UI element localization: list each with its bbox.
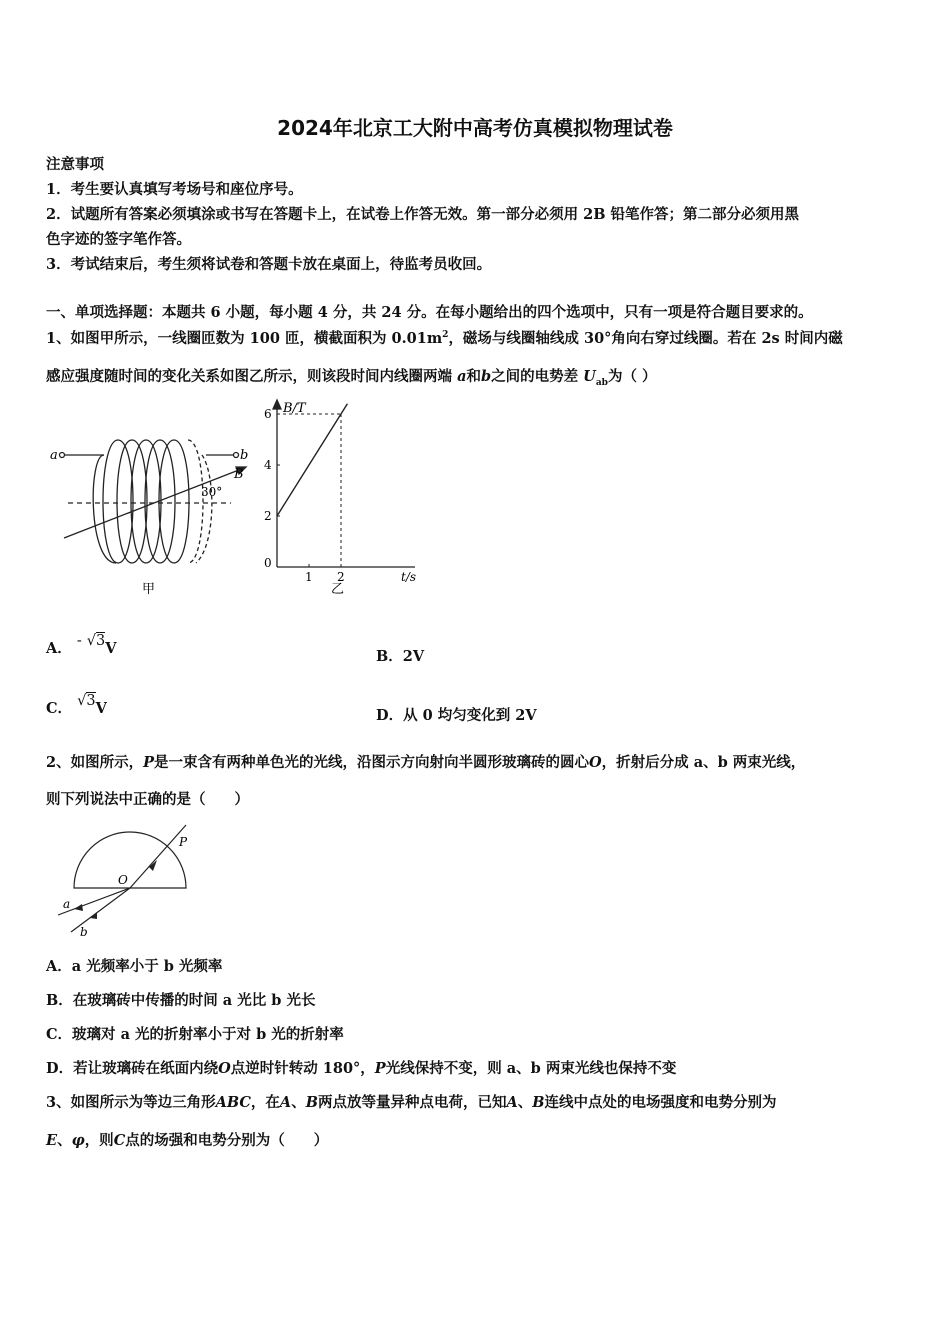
q2-option-a[interactable]: A．a 光频率小于 b 光频率 <box>46 958 223 975</box>
notice-item: 色字迹的签字笔作答。 <box>46 231 191 248</box>
q1-sup: 2 <box>442 330 449 341</box>
page-title: 2024年北京工大附中高考仿真模拟物理试卷 <box>277 116 673 140</box>
y-tick-label: 2 <box>264 509 272 523</box>
q1-text-line1 <box>46 327 843 348</box>
label-P: P <box>179 835 188 849</box>
q3-var-C: C <box>113 1132 126 1149</box>
notice-item: 1．考生要认真填写考场号和座位序号。 <box>46 181 303 198</box>
q1-var-U: U <box>583 368 596 385</box>
q1-line1a: 1、如图甲所示，一线圈匝数为 100 匝，横截面积为 0.01m <box>46 330 443 347</box>
q3-var-A2: A <box>506 1094 518 1111</box>
q2-option-c[interactable]: C．玻璃对 a 光的折射率小于对 b 光的折射率 <box>46 1026 344 1043</box>
q3-line1b: ，在 <box>250 1094 280 1111</box>
q2-option-d[interactable] <box>46 1057 676 1078</box>
option-a-root: 3 <box>96 633 106 649</box>
label-b: b <box>240 448 249 463</box>
q2-text-line2: 则下列说法中正确的是（ ） <box>46 791 249 808</box>
label-angle: 30° <box>201 485 223 499</box>
notice-item: 2．试题所有答案必须填涂或书写在答题卡上，在试卷上作答无效。第一部分必须用 2B 铅笔作答；第二部分必须用黑 <box>46 206 800 223</box>
q3-var-E: E <box>46 1132 58 1149</box>
q2-d-a: D．若让玻璃砖在纸面内绕 <box>46 1060 219 1077</box>
q3-line1d: 连线中点处的电场强度和电势分别为 <box>544 1094 777 1111</box>
q3-var-B: B <box>305 1094 318 1111</box>
coil-figure <box>46 395 261 605</box>
q3-sep: 、 <box>291 1094 306 1111</box>
q3-line1a: 3、如图所示为等边三角形 <box>46 1094 216 1111</box>
y-tick-label: 4 <box>264 458 272 472</box>
label-B: B <box>234 467 244 482</box>
q3-sep2: 、 <box>517 1094 533 1111</box>
label-a: a <box>50 448 58 463</box>
option-a-label: A． <box>46 640 72 657</box>
q3-line2b: 点的场强和电势分别为（ ） <box>125 1132 329 1149</box>
q2-var-O: O <box>589 754 602 771</box>
ray-P <box>130 825 186 888</box>
x-tick-label: 1 <box>305 570 313 584</box>
option-c-label: C． <box>46 700 73 717</box>
q1-line2c: 为（ ） <box>607 368 657 385</box>
option-a-unit: V <box>105 640 117 657</box>
q2-d-O: O <box>218 1060 231 1077</box>
q2-d-b: 点逆时针转动 180°， <box>230 1060 375 1077</box>
q2-d-P: P <box>374 1060 386 1077</box>
q2-line1c: ，折射后分成 a、b 两束光线， <box>601 754 806 771</box>
terminal-a <box>60 453 65 458</box>
sqrt-icon: √3 <box>86 633 106 649</box>
q2-line1a: 2、如图所示， <box>46 754 144 771</box>
q3-comma: 、 <box>57 1132 72 1149</box>
semicircle-glass <box>74 832 186 888</box>
label-O: O <box>118 873 128 887</box>
y-tick-label: 0 <box>264 556 272 570</box>
q3-text-line2 <box>46 1129 328 1150</box>
section-heading: 一、单项选择题：本题共 6 小题，每小题 4 分，共 24 分。在每小题给出的四个选项中，只有一项是符合题目要求的。 <box>46 304 813 321</box>
q1-sub-ab: ab <box>595 377 608 388</box>
q3-var-B2: B <box>532 1094 545 1111</box>
q2-text-line1 <box>46 751 805 772</box>
q1-text-line2 <box>46 365 657 388</box>
q3-text-line1 <box>46 1091 776 1112</box>
q2-line1b: 是一束含有两种单色光的光线，沿图示方向射向半圆形玻璃砖的圆心 <box>154 754 589 771</box>
q1-line1b: ，磁场与线圈轴线成 30°角向右穿过线圈。若在 2s 时间内磁 <box>448 330 843 347</box>
q1-var-a: a <box>457 368 467 385</box>
y-axis-label: B/T <box>283 401 306 416</box>
ray-b-arrow-icon <box>90 912 97 919</box>
data-line <box>277 404 347 516</box>
q1-var-b: b <box>480 368 492 385</box>
option-c-root: 3 <box>86 693 96 709</box>
q3-line2a: ，则 <box>84 1132 114 1149</box>
q2-var-P: P <box>143 754 154 771</box>
q1-option-c[interactable] <box>46 693 107 718</box>
q3-var-A: A <box>279 1094 292 1111</box>
q1-line2b: 之间的电势差 <box>491 368 579 385</box>
notice-heading: 注意事项 <box>46 156 104 173</box>
q1-option-a[interactable] <box>46 633 117 658</box>
y-axis-arrow-icon <box>273 400 281 409</box>
bt-graph <box>255 395 430 605</box>
y-tick-label: 6 <box>264 407 272 421</box>
label-ray-b: b <box>80 925 88 939</box>
x-tick-label: 2 <box>337 570 345 584</box>
q1-option-d[interactable]: D．从 0 均匀变化到 2V <box>376 707 537 724</box>
option-c-unit: V <box>95 700 107 717</box>
q1-and: 和 <box>466 368 481 385</box>
q2-option-b[interactable]: B．在玻璃砖中传播的时间 a 光比 b 光长 <box>46 992 316 1009</box>
q3-line1c: 两点放等量异种点电荷，已知 <box>317 1094 507 1111</box>
q3-var-phi: φ <box>71 1132 85 1149</box>
terminal-b <box>234 453 239 458</box>
caption-jia: 甲 <box>142 582 156 597</box>
option-a-minus: - <box>76 633 82 649</box>
caption-yi: 乙 <box>331 582 345 597</box>
notice-item: 3．考试结束后，考生须将试卷和答题卡放在桌面上，待监考员收回。 <box>46 256 492 273</box>
glass-figure <box>46 820 206 945</box>
q2-d-c: 光线保持不变，则 a、b 两束光线也保持不变 <box>385 1060 677 1077</box>
label-ray-a: a <box>63 897 71 911</box>
sqrt-icon: √3 <box>77 693 96 709</box>
ray-a-arrow-icon <box>74 904 83 911</box>
q1-option-b[interactable]: B．2V <box>376 648 425 665</box>
q3-var-ABC: ABC <box>215 1094 251 1111</box>
q1-line2a: 感应强度随时间的变化关系如图乙所示，则该段时间内线圈两端 <box>46 368 452 385</box>
x-axis-label: t/s <box>401 570 417 584</box>
